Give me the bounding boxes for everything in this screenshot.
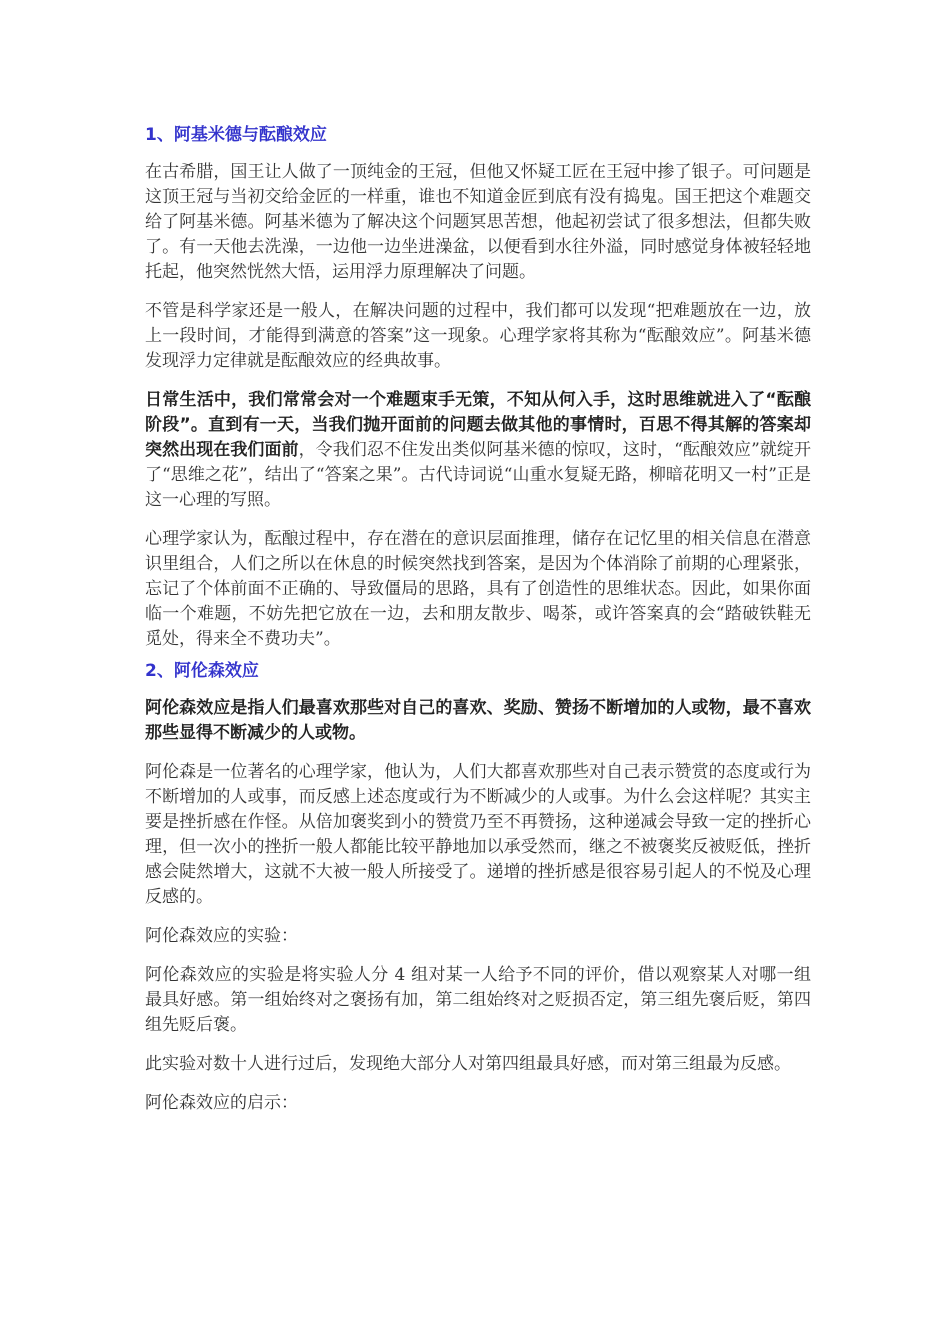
section-1-paragraph-1: 在古希腊，国王让人做了一顶纯金的王冠，但他又怀疑工匠在王冠中掺了银子。可问题是这顶王冠与当初交给金匠的一样重，谁也不知道金匠到底有没有捣鬼。国王把这个难题交给了阿基米德。阿基米德为了解决这个问题冥思苦想，他起初尝试了很多想法，但都失败了。有一天他去洗澡，一边他一边坐进澡盆，以便看到水往外溢，同时感觉身体被轻轻地托起，他突然恍然大悟，运用浮力原理解决了问题。 <box>145 162 811 282</box>
section-2-paragraph-4: 阿伦森效应的实验是将实验人分 4 组对某一人给予不同的评价，借以观察某人对哪一组最具好感。第一组始终对之褒扬有加，第二组始终对之贬损否定，第三组先褒后贬，第四组先贬后褒。 <box>145 965 811 1035</box>
section-2-paragraph-3: 阿伦森效应的实验： <box>145 926 298 946</box>
section-1-paragraph-3-bold: 日常生活中，我们常常会对一个难题束手无策，不知从何入手，这时思维就进入了“酝酿阶段”。直到有一天，当我们抛开面前的问题去做其他的事情时，百思不得其解的答案却突然出现在我们面前 <box>145 390 811 460</box>
section-1-paragraph-3-rest: ，令我们忍不住发出类似阿基米德的惊叹，这时，“酝酿效应”就绽开了“思维之花”，结出了“答案之果”。古代诗词说“山重水复疑无路，柳暗花明又一村”正是这一心理的写照。 <box>145 440 811 510</box>
section-2-paragraph-2: 阿伦森是一位著名的心理学家，他认为，人们大都喜欢那些对自己表示赞赏的态度或行为不断增加的人或事，而反感上述态度或行为不断减少的人或事。为什么会这样呢？其实主要是挫折感在作怪。从倍加褒奖到小的赞赏乃至不再赞扬，这种递减会导致一定的挫折心理，但一次小的挫折一般人都能比较平静地加以承受然而，继之不被褒奖反被贬低，挫折感会陡然增大，这就不大被一般人所接受了。递增的挫折感是很容易引起人的不悦及心理反感的。 <box>145 762 811 907</box>
section-1-paragraph-4: 心理学家认为，酝酿过程中，存在潜在的意识层面推理，储存在记忆里的相关信息在潜意识里组合，人们之所以在休息的时候突然找到答案，是因为个体消除了前期的心理紧张，忘记了个体前面不正确的、导致僵局的思路，具有了创造性的思维状态。因此，如果你面临一个难题，不妨先把它放在一边，去和朋友散步、喝茶，或许答案真的会“踏破铁鞋无觅处，得来全不费功夫”。 <box>145 529 811 649</box>
section-2-paragraph-6: 阿伦森效应的启示： <box>145 1093 298 1113</box>
section-2-paragraph-5: 此实验对数十人进行过后，发现绝大部分人对第四组最具好感，而对第三组最为反感。 <box>145 1054 791 1074</box>
section-1-paragraph-3 <box>145 388 811 513</box>
section-1-heading: 1、阿基米德与酝酿效应 <box>145 125 327 145</box>
section-2-heading: 2、阿伦森效应 <box>145 661 259 681</box>
section-1-paragraph-2: 不管是科学家还是一般人，在解决问题的过程中，我们都可以发现“把难题放在一边，放上一段时间，才能得到满意的答案”这一现象。心理学家将其称为“酝酿效应”。阿基米德发现浮力定律就是酝酿效应的经典故事。 <box>145 301 811 371</box>
section-2-paragraph-1: 阿伦森效应是指人们最喜欢那些对自己的喜欢、奖励、赞扬不断增加的人或物，最不喜欢那些显得不断减少的人或物。 <box>145 698 811 743</box>
document-page <box>145 116 811 1130</box>
